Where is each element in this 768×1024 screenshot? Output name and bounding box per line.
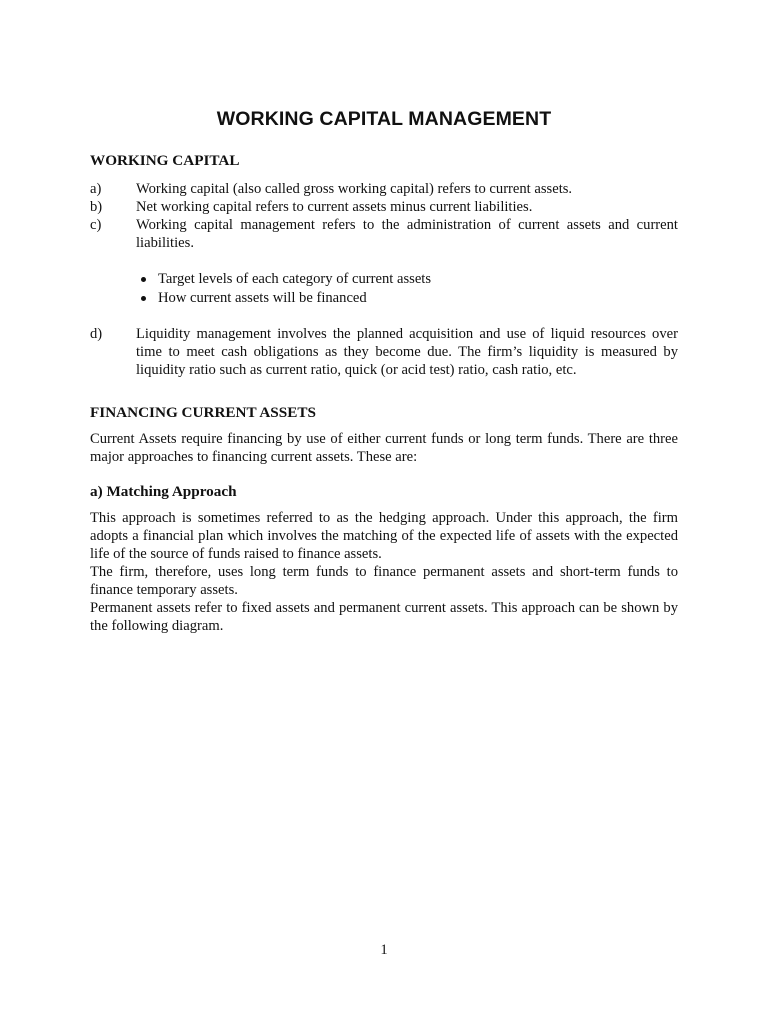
list-item-text: Net working capital refers to current assets minus current liabilities. bbox=[136, 199, 533, 215]
list-marker: a) bbox=[90, 181, 102, 197]
list-item-text: Working capital management refers to the administration of current assets and current liabilities. bbox=[136, 217, 678, 251]
list-marker: d) bbox=[90, 326, 103, 342]
bullet-icon bbox=[141, 277, 146, 282]
page-title: WORKING CAPITAL MANAGEMENT bbox=[216, 108, 552, 130]
list-item-text: Working capital (also called gross working capital) refers to current assets. bbox=[136, 181, 573, 197]
list-item-text: Liquidity management involves the planned acquisition and use of liquid resources over time to meet cash obligations as they become due. The firm’s liquidity is measured by liquidity ratio such as current ratio, quick (or acid test) ratio, cash ratio, etc. bbox=[136, 326, 678, 378]
matching-paragraph-1: This approach is sometimes referred to as the hedging approach. Under this approach, the firm adopts a financial plan which involves the matching of the expected life of assets with the expected life of the source of funds raised to finance assets. bbox=[90, 510, 678, 562]
matching-paragraph-3: Permanent assets refer to fixed assets and permanent current assets. This approach can be shown by the following diagram. bbox=[90, 600, 678, 634]
financing-intro-paragraph: Current Assets require financing by use of either current funds or long term funds. There are three major approaches to financing current assets. These are: bbox=[90, 431, 678, 465]
bullet-icon bbox=[141, 296, 146, 301]
section-heading-matching-approach: a) Matching Approach bbox=[90, 483, 237, 500]
matching-paragraph-2: The firm, therefore, uses long term funds to finance permanent assets and short-term funds to finance temporary assets. bbox=[90, 564, 678, 598]
section-heading-working-capital: WORKING CAPITAL bbox=[90, 152, 240, 169]
bullet-text: How current assets will be financed bbox=[158, 290, 367, 306]
section-heading-financing: FINANCING CURRENT ASSETS bbox=[90, 404, 316, 421]
bullet-text: Target levels of each category of current assets bbox=[158, 271, 432, 287]
list-marker: c) bbox=[90, 217, 102, 233]
list-marker: b) bbox=[90, 199, 103, 215]
page-number: 1 bbox=[380, 942, 388, 958]
